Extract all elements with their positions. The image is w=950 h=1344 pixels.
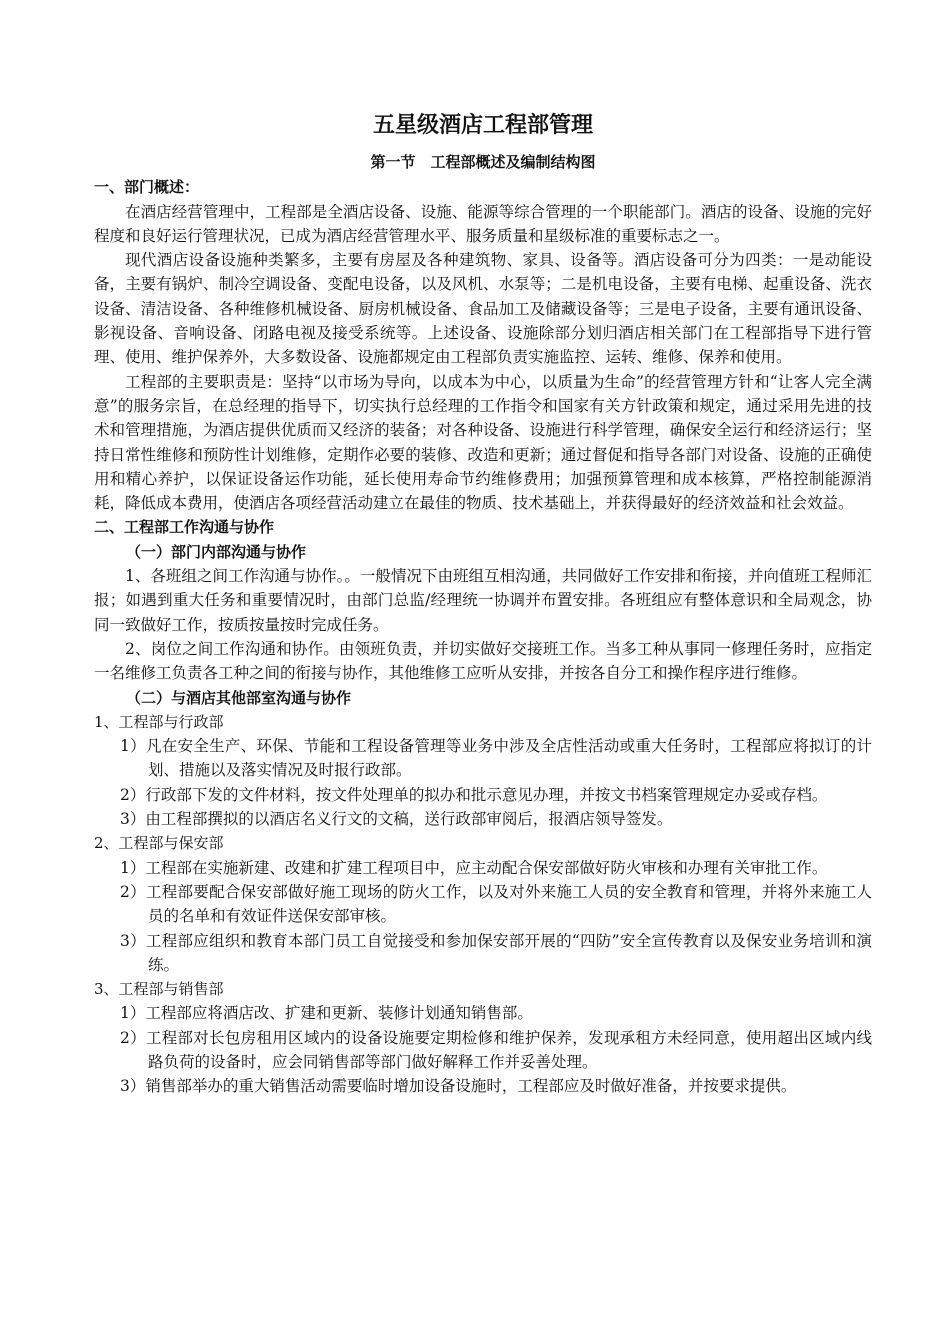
document-body bbox=[94, 106, 872, 1099]
list-item: 2）行政部下发的文件材料，按文件处理单的拟办和批示意见办理，并按文书档案管理规定办妥或存档。 bbox=[120, 785, 828, 804]
paragraph: 在酒店经营管理中，工程部是全酒店设备、设施、能源等综合管理的一个职能部门。酒店的设备、设施的完好程度和良好运行管理状况，已成为酒店经营管理水平、服务质量和星级标准的重要标志之一。 bbox=[94, 202, 872, 245]
list-item: 3）由工程部撰拟的以酒店名义行文的文稿，送行政部审阅后，报酒店领导签发。 bbox=[120, 810, 673, 829]
list-item: 1）凡在安全生产、环保、节能和工程设备管理等业务中涉及全店性活动或重大任务时，工程部应将拟订的计划、措施以及落实情况及时报行政部。 bbox=[120, 737, 872, 780]
paragraph: 现代酒店设备设施种类繁多，主要有房屋及各种建筑物、家具、设备等。酒店设备可分为四类：一是动能设备，主要有锅炉、制冷空调设备、变配电设备，以及风机、水泵等；二是机电设备，主要有电梯、起重设备、洗衣设备、清洁设备、各种维修机械设备、厨房机械设备、食品加工及储藏设备等；三是电子设备，主要有通讯设备、影视设备、音响设备、闭路电视及接受系统等。上述设备、设施除部分划归酒店相关部门在工程部指导下进行管理、使用、维护保养外，大多数设备、设施都规定由工程部负责实施监控、运转、维修、保养和使用。 bbox=[94, 251, 872, 367]
list-item: 3）销售部举办的重大销售活动需要临时增加设备设施时，工程部应及时做好准备，并按要求提供。 bbox=[120, 1077, 797, 1096]
group-heading-sales: 3、工程部与销售部 bbox=[94, 980, 224, 999]
paragraph: 工程部的主要职责是：坚持“以市场为导向，以成本为中心，以质量为生命”的经营管理方针和“让客人完全满意”的服务宗旨，在总经理的指导下，切实执行总经理的工作指令和国家有关方针政策和规定，通过采用先进的技术和管理措施，为酒店提供优质而又经济的装备；对各种设备、设施进行科学管理，确保安全运行和经济运行；坚持日常性维修和预防性计划维修，定期作必要的装修、改造和更新；通过督促和指导各部门对设备、设施的正确使用和精心养护，以保证设备运作功能，延长使用寿命节约维修费用；加强预算管理和成本核算，严格控制能源消耗，降低成本费用，使酒店各项经营活动建立在最佳的物质、技术基础上，并获得最好的经济效益和社会效益。 bbox=[94, 372, 872, 513]
list-item: 3）工程部应组织和教育本部门员工自觉接受和参加保安部开展的“四防”安全宣传教育以及保安业务培训和演练。 bbox=[120, 931, 872, 974]
document-title: 五星级酒店工程部管理 bbox=[372, 113, 593, 138]
subheading-internal: （一）部门内部沟通与协作 bbox=[126, 542, 307, 561]
list-item: 2）工程部要配合保安部做好施工现场的防火工作，以及对外来施工人员的安全教育和管理，并将外来施工人员的名单和有效证件送保安部审核。 bbox=[120, 882, 872, 926]
list-item: 2）工程部对长包房租用区域内的设备设施要定期检修和维护保养，发现承租方未经同意，使用超出区域内线路负荷的设备时，应会同销售部等部门做好解释工作并妥善处理。 bbox=[120, 1028, 872, 1071]
heading-department-overview: 一、部门概述： bbox=[94, 178, 200, 197]
group-heading-admin: 1、工程部与行政部 bbox=[94, 712, 224, 731]
paragraph: 1、各班组之间工作沟通与协作。。一般情况下由班组互相沟通，共同做好工作安排和衔接，并向值班工程师汇报；如遇到重大任务和重要情况时，由部门总监/经理统一协调并布置安排。各班组应有整体意识和全局观念，协同一致做好工作，按质按量按时完成任务。 bbox=[94, 567, 872, 634]
heading-communication: 二、工程部工作沟通与协作 bbox=[94, 518, 275, 537]
group-heading-security: 2、工程部与保安部 bbox=[94, 834, 224, 853]
subheading-other-departments: （二）与酒店其他部室沟通与协作 bbox=[126, 688, 352, 707]
paragraph: 2、岗位之间工作沟通和协作。由领班负责，并切实做好交接班工作。当多工种从事同一修理任务时，应指定一名维修工负责各工种之间的衔接与协作，其他维修工应听从安排，并按各自分工和操作程序进行维修。 bbox=[94, 639, 872, 683]
list-item: 1）工程部应将酒店改、扩建和更新、装修计划通知销售部。 bbox=[120, 1004, 533, 1023]
list-item: 1）工程部在实施新建、改建和扩建工程项目中，应主动配合保安部做好防火审核和办理有关审批工作。 bbox=[120, 858, 828, 877]
section-subtitle: 第一节 工程部概述及编制结构图 bbox=[370, 153, 596, 171]
